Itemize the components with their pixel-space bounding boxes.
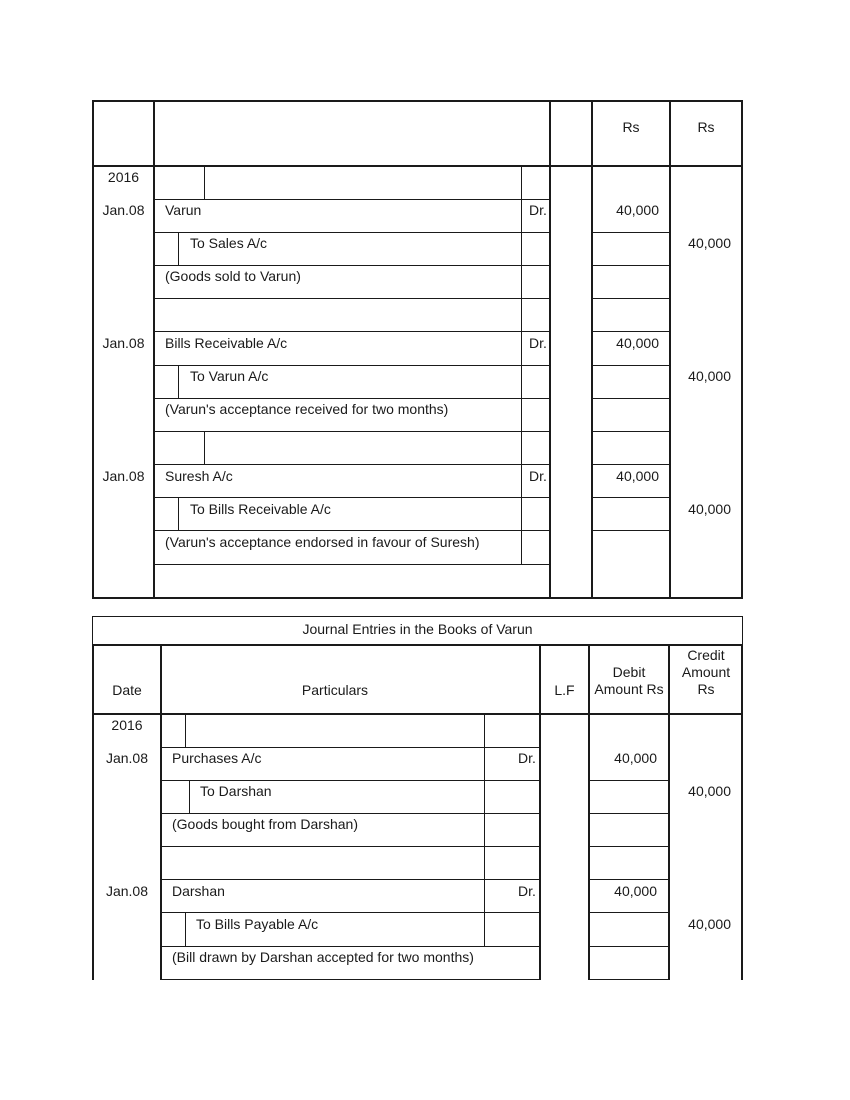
narration: (Goods sold to Varun) — [165, 268, 301, 284]
debit-account: Purchases A/c — [172, 750, 262, 766]
row-divider — [592, 530, 670, 531]
row-divider — [589, 979, 669, 980]
indent-divider — [204, 431, 205, 464]
date-cell: Jan.08 — [105, 750, 149, 766]
date-cell: Jan.08 — [102, 468, 145, 484]
row-divider — [592, 331, 670, 332]
row-divider — [592, 232, 670, 233]
row-divider — [154, 298, 550, 299]
date-cell: Jan.08 — [105, 883, 149, 899]
row-divider — [589, 879, 669, 880]
dr-label: Dr. — [529, 202, 547, 218]
date-cell: Jan.08 — [102, 335, 145, 351]
narration: (Varun's acceptance endorsed in favour of Suresh) — [165, 534, 480, 550]
row-divider — [592, 464, 670, 465]
row-divider — [592, 365, 670, 366]
dr-label: Dr. — [518, 883, 536, 899]
table-border — [741, 644, 743, 980]
table-border — [742, 616, 743, 646]
row-divider — [154, 564, 550, 565]
credit-header: Credit Amount Rs — [681, 647, 731, 697]
table-border — [92, 100, 743, 102]
row-divider — [589, 846, 669, 847]
row-divider — [161, 946, 540, 947]
credit-amount: 40,000 — [688, 368, 731, 384]
particulars-header: Particulars — [301, 682, 369, 698]
row-divider — [154, 431, 550, 432]
table-border — [92, 616, 743, 617]
indent-divider — [185, 714, 186, 747]
indent-divider — [204, 166, 205, 199]
debit-amount: 40,000 — [616, 202, 659, 218]
indent-divider — [189, 780, 190, 813]
narration: (Goods bought from Darshan) — [172, 816, 358, 832]
row-divider — [589, 813, 669, 814]
column-divider — [153, 100, 155, 599]
credit-amount: 40,000 — [688, 501, 731, 517]
debit-header: Debit Amount Rs — [594, 664, 664, 697]
dr-label: Dr. — [518, 750, 536, 766]
narration: (Bill drawn by Darshan accepted for two months) — [172, 949, 474, 965]
row-divider — [154, 497, 550, 498]
indent-divider — [178, 365, 179, 398]
indent-divider — [178, 497, 179, 530]
row-divider — [589, 912, 669, 913]
table-title: Journal Entries in the Books of Varun — [302, 621, 533, 637]
table-border — [92, 713, 743, 715]
row-divider — [592, 265, 670, 266]
credit-account: To Bills Receivable A/c — [190, 501, 331, 517]
row-divider — [154, 265, 550, 266]
column-divider — [669, 100, 671, 599]
row-divider — [161, 979, 540, 980]
debit-account: Suresh A/c — [165, 468, 233, 484]
narration: (Varun's acceptance received for two months) — [165, 401, 449, 417]
date-cell: Jan.08 — [102, 202, 145, 218]
row-divider — [154, 365, 550, 366]
row-divider — [592, 398, 670, 399]
debit-amount: 40,000 — [614, 750, 657, 766]
debit-amount: 40,000 — [614, 883, 657, 899]
year-cell: 2016 — [107, 169, 140, 185]
row-divider — [154, 530, 550, 531]
dr-label: Dr. — [529, 335, 547, 351]
table-border — [741, 100, 743, 599]
credit-amount: 40,000 — [688, 916, 731, 932]
debit-amount: 40,000 — [616, 468, 659, 484]
lf-header: L.F — [554, 682, 575, 698]
dr-column-divider — [484, 714, 485, 946]
indent-divider — [185, 912, 186, 946]
row-divider — [589, 946, 669, 947]
indent-divider — [178, 232, 179, 265]
row-divider — [154, 232, 550, 233]
table-border — [92, 597, 743, 599]
row-divider — [592, 298, 670, 299]
credit-account: To Varun A/c — [190, 368, 269, 384]
debit-amount: 40,000 — [616, 335, 659, 351]
credit-amount: 40,000 — [688, 235, 731, 251]
debit-header: Rs — [622, 119, 640, 135]
debit-account: Bills Receivable A/c — [165, 335, 288, 351]
year-cell: 2016 — [111, 717, 143, 733]
row-divider — [154, 398, 550, 399]
credit-account: To Darshan — [200, 783, 272, 799]
row-divider — [592, 431, 670, 432]
table-border — [92, 165, 743, 167]
credit-amount: 40,000 — [688, 783, 731, 799]
credit-header: Rs — [697, 119, 715, 135]
row-divider — [154, 199, 550, 200]
credit-account: To Bills Payable A/c — [196, 916, 319, 932]
row-divider — [154, 464, 550, 465]
debit-account: Varun — [165, 202, 202, 218]
debit-account: Darshan — [172, 883, 225, 899]
dr-column-divider — [521, 166, 522, 564]
date-header: Date — [112, 682, 142, 698]
column-divider — [549, 100, 551, 599]
credit-account: To Sales A/c — [190, 235, 268, 251]
row-divider — [592, 497, 670, 498]
row-divider — [589, 780, 669, 781]
row-divider — [154, 331, 550, 332]
table-border — [92, 644, 743, 646]
dr-label: Dr. — [529, 468, 547, 484]
